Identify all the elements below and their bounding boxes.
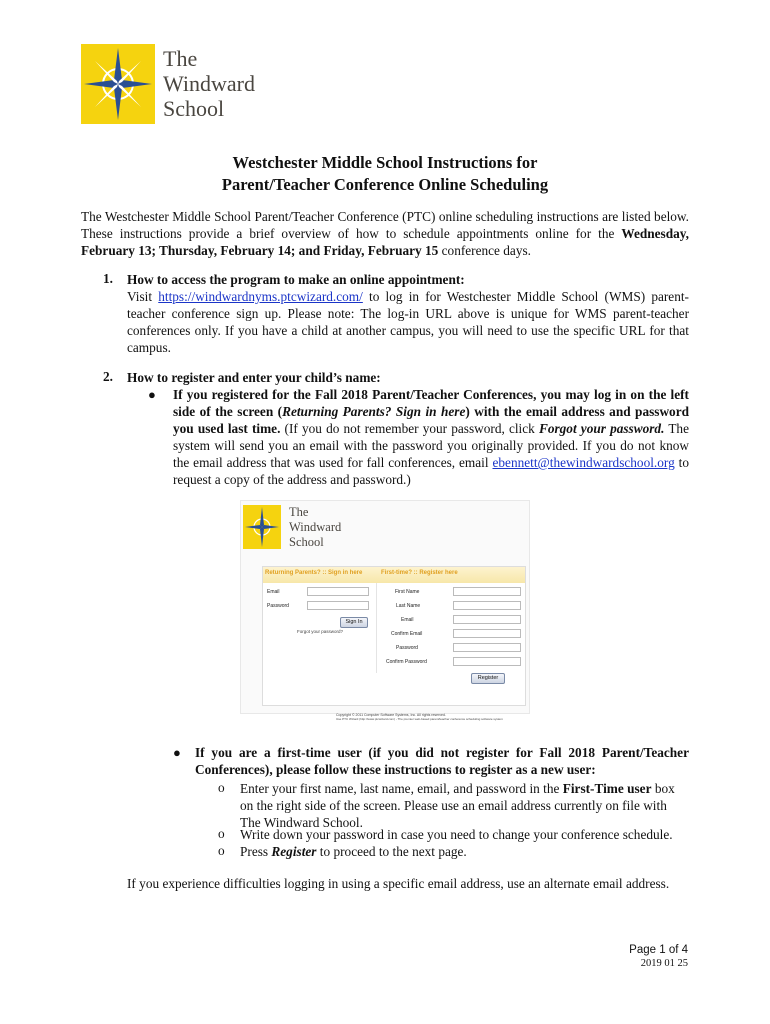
screenshot-compass-icon — [243, 505, 281, 549]
closing-note: If you experience difficulties logging in using a specific email address, use an alternate email address. — [127, 876, 670, 891]
first-name-label: First Name — [395, 589, 420, 595]
sub-bullet-icon: o — [218, 826, 225, 841]
screenshot-logo-line: The — [289, 505, 309, 519]
section-1-text: to log in for Westchester Middle School (WMS) parent-teacher conference sign up. Please note: The log-in URL above is unique for WMS parent-teacher conferences only. If you have a child at another campus, you will need to use the specific URL for that campus. — [127, 289, 689, 355]
sub-bullet-icon: o — [218, 780, 225, 795]
sub-step-3 — [240, 843, 689, 860]
confirm-password-label: Confirm Password — [386, 659, 427, 665]
sub3-text-b: to proceed to the next page. — [319, 844, 467, 859]
screenshot-copyright: Copyright © 2011 Computer Software Systems, Inc. All rights reserved. — [336, 713, 446, 717]
register-email-label: Email — [401, 617, 414, 623]
section-1-body — [127, 288, 689, 356]
last-name-label: Last Name — [396, 603, 421, 609]
compass-star-icon — [81, 44, 155, 124]
email-input[interactable] — [307, 587, 369, 596]
revision-date: 2019 01 25 — [640, 958, 688, 969]
password-label: Password — [267, 603, 289, 609]
intro-text: The Westchester Middle School Parent/Teacher Conference (PTC) online scheduling instructions are listed below. These instructions provide a brief overview of how to schedule appointments online for the — [81, 209, 689, 241]
section-1-number: 1. — [103, 271, 113, 286]
register-button[interactable]: Register — [471, 673, 505, 684]
bullet-icon: ● — [148, 387, 156, 402]
register-password-input[interactable] — [453, 643, 521, 652]
returning-text-b: ) with the email address and password you used last time. — [173, 404, 689, 436]
forgot-password-link[interactable]: Forgot your password? — [297, 629, 344, 634]
contact-email-link[interactable]: ebennett@thewindwardschool.org — [492, 455, 675, 470]
title-line-2: Parent/Teacher Conference Online Scheduling — [221, 175, 549, 194]
section-2-number: 2. — [103, 369, 113, 384]
register-heading: First-time? :: Register here — [381, 570, 458, 576]
screenshot-logo-line: School — [289, 535, 324, 549]
sub-step-1 — [240, 780, 689, 831]
intro-paragraph — [81, 208, 689, 259]
forgot-password-name: Forgot your password. — [538, 421, 665, 436]
forgot-text-b: The system will send you an email with the password you originally provided. If you do not know the email address that was used for fall conferences, email — [173, 421, 689, 470]
screenshot-frame — [240, 500, 530, 714]
screenshot-logo-line: Windward — [289, 520, 342, 534]
title-line-1: Westchester Middle School Instructions for — [232, 153, 538, 172]
page-number: Page 1 of 4 — [629, 944, 688, 956]
returning-text-a: If you registered for the Fall 2018 Parent/Teacher Conferences, you may log in on the left side of the screen ( — [173, 387, 689, 419]
confirm-email-label: Confirm Email — [391, 631, 423, 637]
login-panel — [262, 566, 526, 706]
login-screenshot — [240, 500, 528, 720]
confirm-email-input[interactable] — [453, 629, 521, 638]
logo-line: Windward — [163, 71, 255, 96]
intro-tail: conference days. — [441, 243, 531, 258]
confirm-password-input[interactable] — [453, 657, 521, 666]
screenshot-footer-note: Use PTC Wizard (http://www.ptcwizard.com) - The premier web-based parent/teacher conference scheduling software system — [336, 717, 503, 721]
returning-user-instructions — [173, 386, 689, 488]
first-name-input[interactable] — [453, 587, 521, 596]
sub1-text-b: box on the right side of the screen. Please use an email address currently on file with The Windward School. — [240, 781, 675, 830]
sub-step-2: Write down your password in case you need to change your conference schedule. — [240, 827, 673, 842]
panel-divider — [376, 583, 377, 673]
last-name-input[interactable] — [453, 601, 521, 610]
register-email-input[interactable] — [453, 615, 521, 624]
forgot-text-a: (If you do not remember your password, click — [284, 421, 535, 436]
ptc-wizard-link[interactable]: https://windwardnyms.ptcwizard.com/ — [158, 289, 363, 304]
logo-wordmark — [163, 46, 255, 121]
password-input[interactable] — [307, 601, 369, 610]
school-logo — [81, 44, 276, 126]
forgot-text-c: to request a copy of the address and password.) — [173, 455, 690, 487]
logo-line: The — [163, 46, 198, 71]
logo-line: School — [163, 96, 225, 121]
returning-parents-link-name: Returning Parents? Sign in here — [282, 404, 466, 419]
sub3-text-a: Press — [240, 844, 269, 859]
register-password-label: Password — [396, 645, 418, 651]
returning-heading: Returning Parents? :: Sign in here — [265, 570, 363, 576]
sub-bullet-icon: o — [218, 843, 225, 858]
section-1-heading: How to access the program to make an online appointment: — [127, 272, 465, 287]
section-2-heading: How to register and enter your child’s name: — [127, 370, 381, 385]
register-button-name: Register — [271, 844, 317, 859]
panel-header-bar — [263, 567, 525, 583]
visit-label: Visit — [127, 289, 153, 304]
email-label: Email — [267, 589, 280, 595]
section-1 — [127, 271, 689, 356]
sub1-text-a: Enter your first name, last name, email, and password in the — [240, 781, 560, 796]
bullet-icon: ● — [173, 745, 181, 760]
first-time-user-instructions: If you are a first-time user (if you did not register for Fall 2018 Parent/Teacher Conferences), please follow these instructions to register as a new user: — [195, 745, 689, 777]
first-time-user-box-name: First-Time user — [562, 781, 652, 796]
document-title — [0, 152, 770, 196]
screenshot-wordmark — [289, 505, 341, 550]
sign-in-button[interactable]: Sign In — [340, 617, 368, 628]
conference-dates: Wednesday, February 13; Thursday, February 14; and Friday, February 15 — [81, 226, 690, 258]
